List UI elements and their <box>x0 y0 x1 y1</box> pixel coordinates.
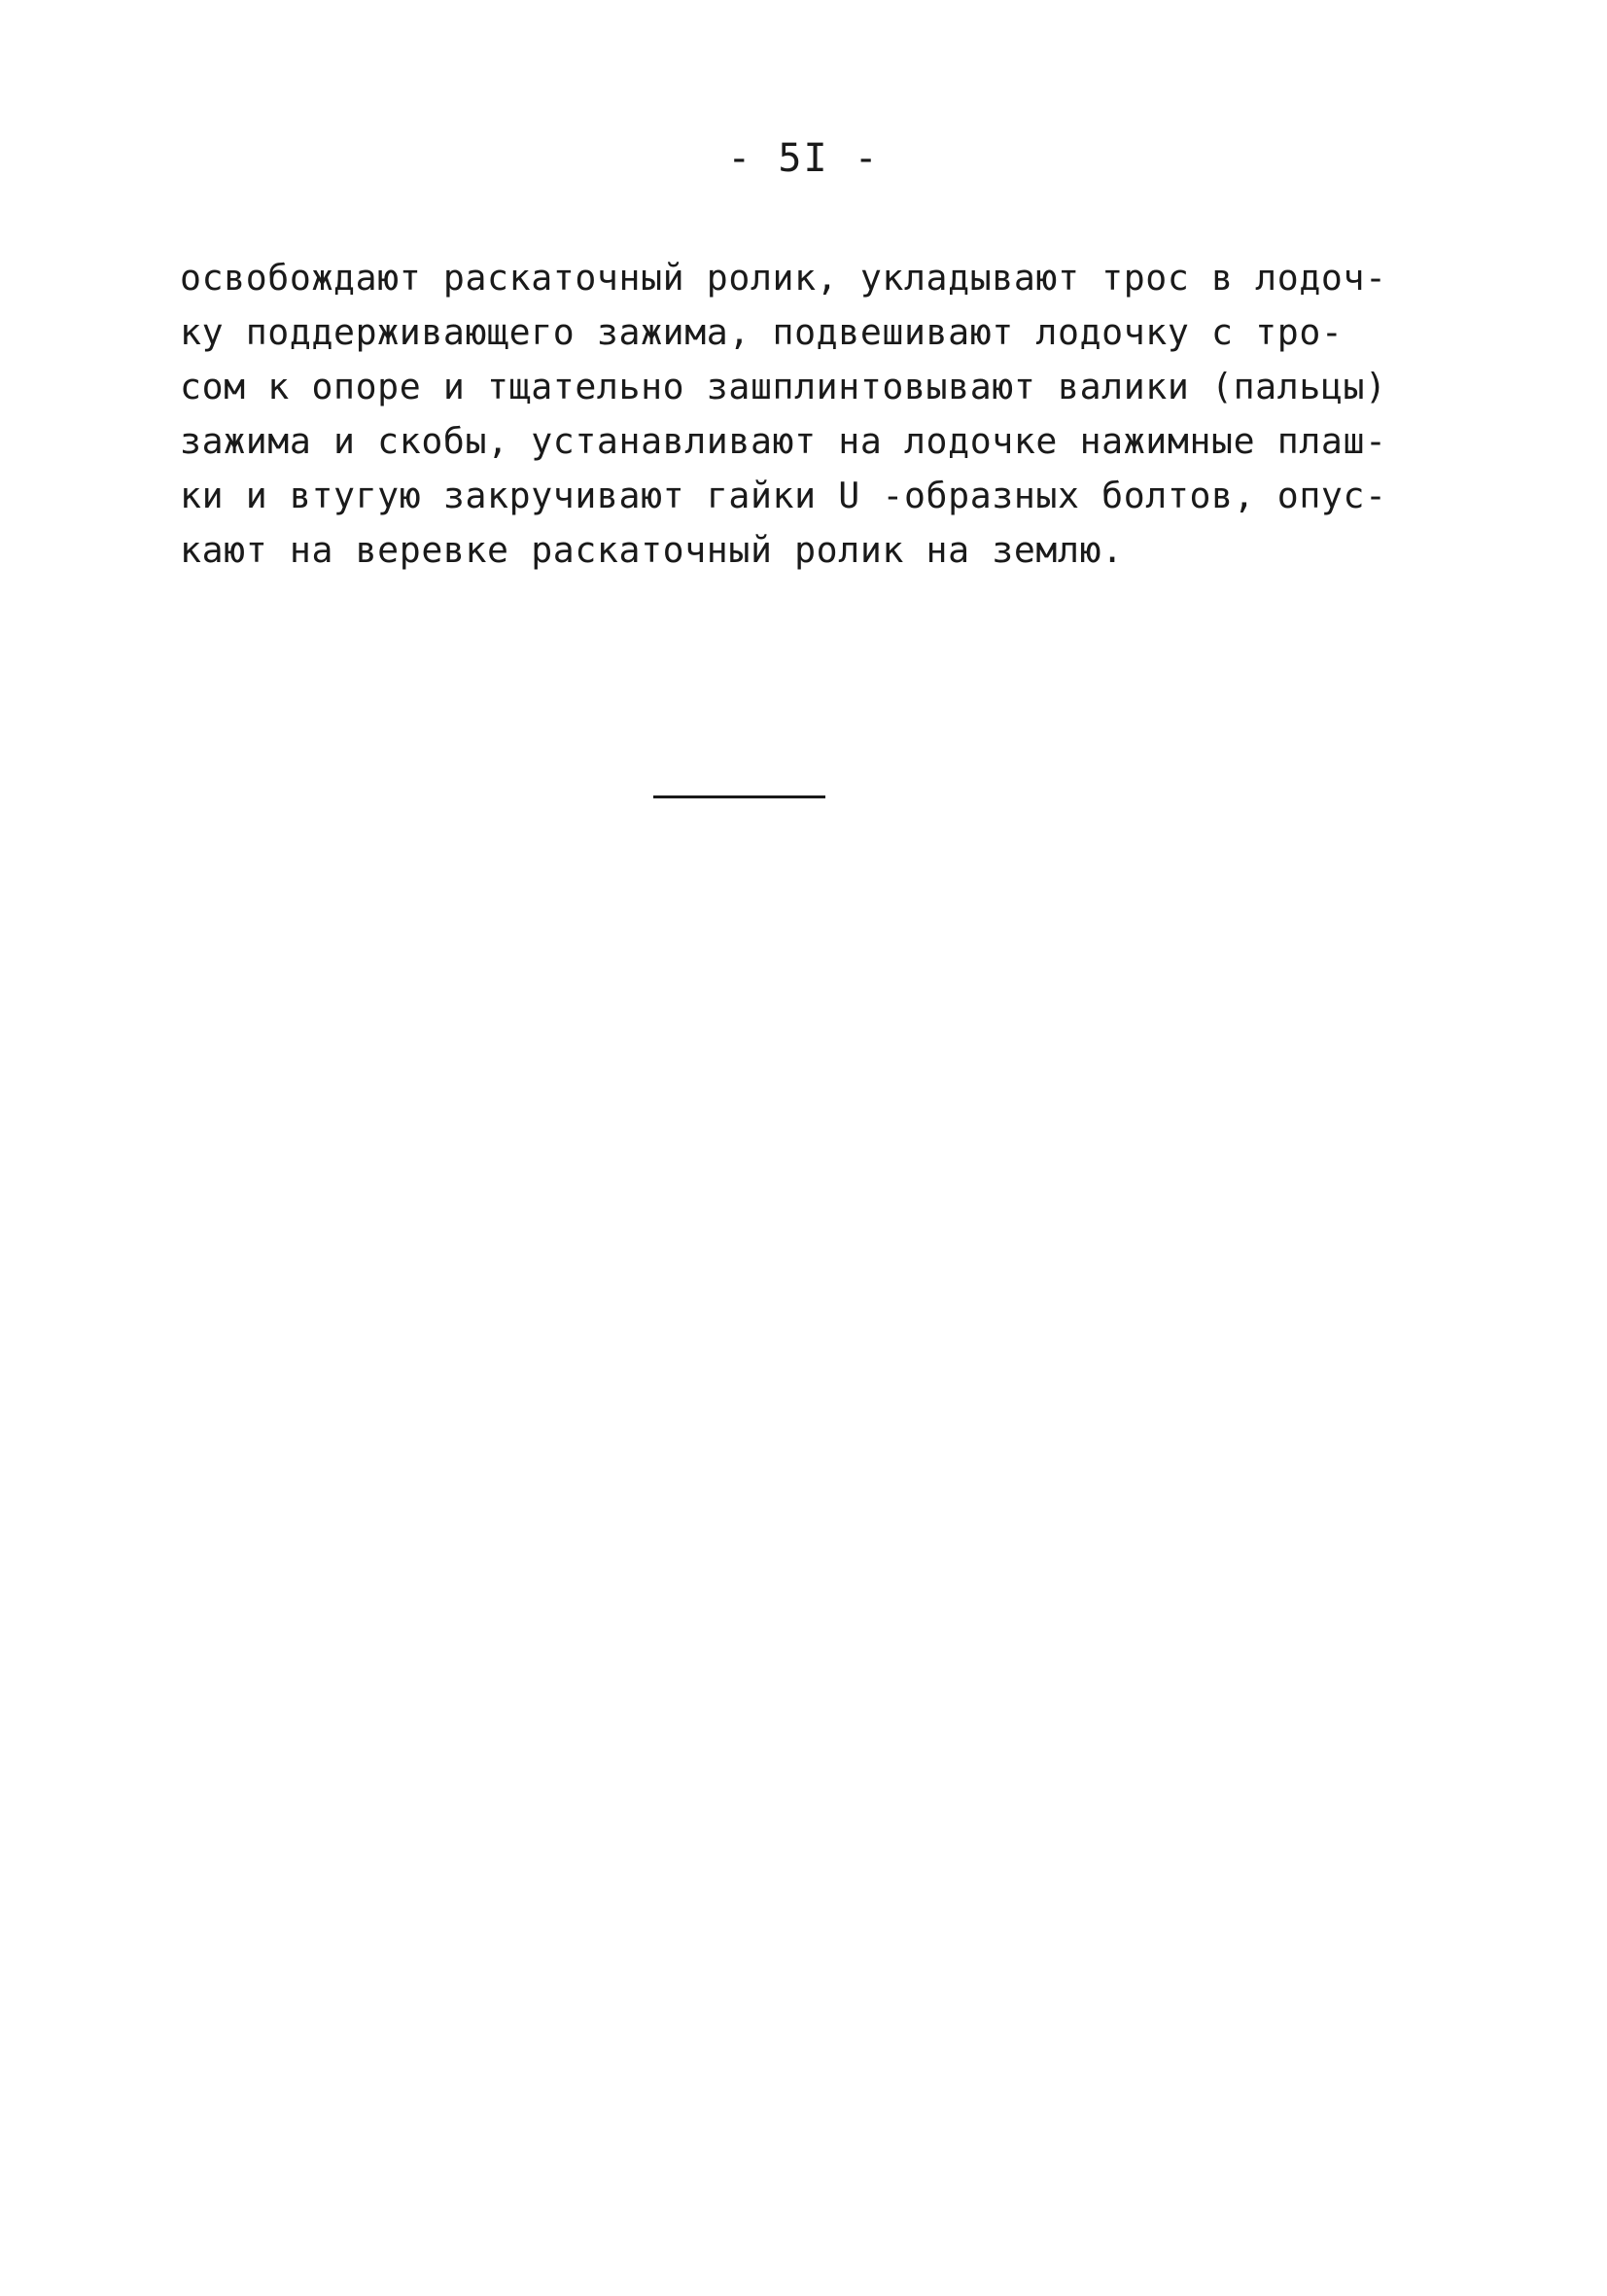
paragraph-line: кают на веревке раскаточный ролик на землю. <box>180 529 1124 571</box>
paragraph-line: зажима и скобы, устанавливают на лодочке нажимные плаш- <box>180 420 1387 462</box>
section-end-divider <box>653 795 825 798</box>
body-paragraph <box>180 251 1444 578</box>
page-number: - 5I - <box>727 136 880 181</box>
paragraph-line: сом к опоре и тщательно зашплинтовывают валики (пальцы) <box>180 366 1387 407</box>
paragraph-line: освобождают раскаточный ролик, укладывают трос в лодоч- <box>180 257 1387 299</box>
paragraph-line: ку поддерживающего зажима, подвешивают лодочку с тро- <box>180 311 1344 353</box>
paragraph-line: ки и втугую закручивают гайки U -образных болтов, опус- <box>180 475 1387 516</box>
